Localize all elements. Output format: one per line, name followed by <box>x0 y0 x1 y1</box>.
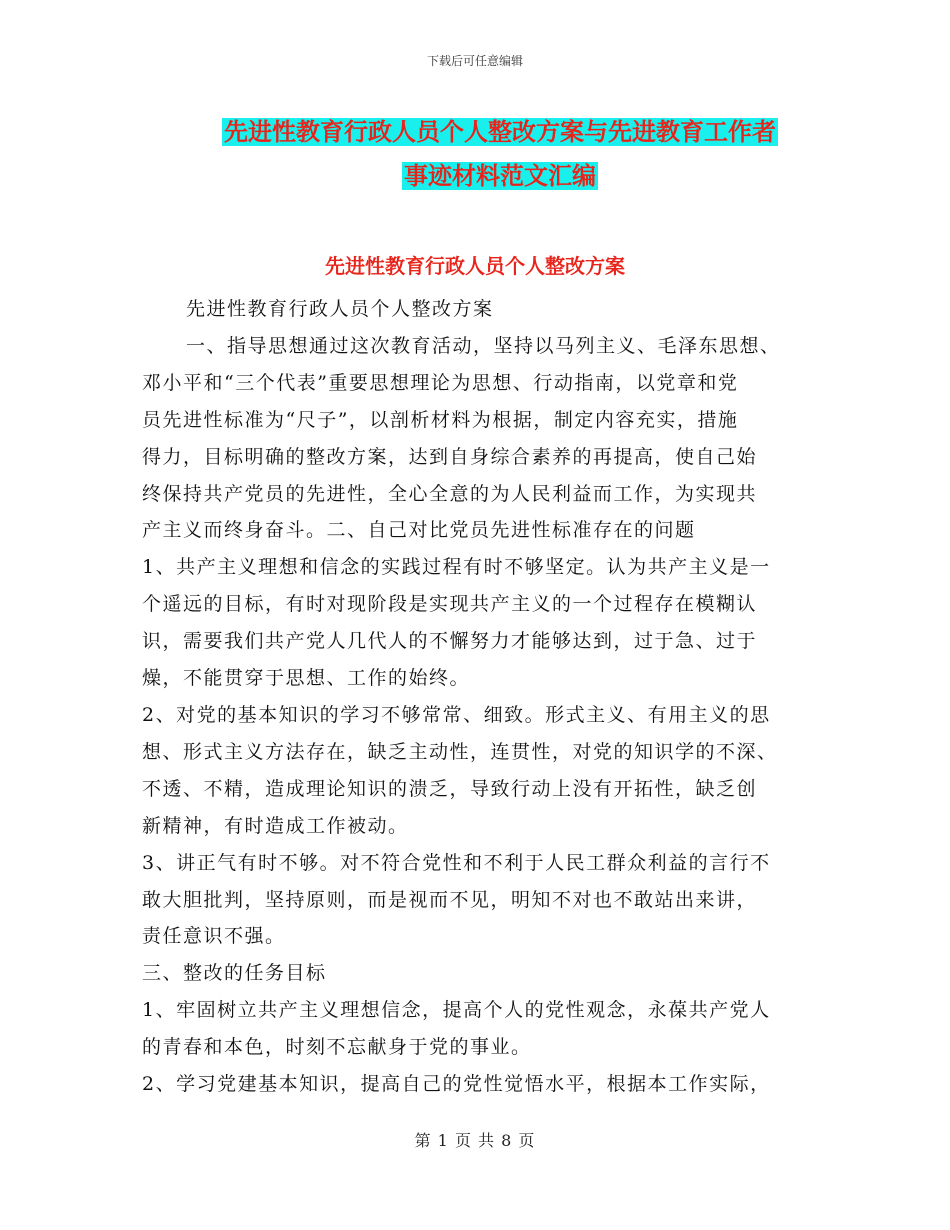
paragraph-line: 一、指导思想通过这次教育活动，坚持以马列主义、毛泽东思想、 <box>186 334 781 357</box>
paragraph-line: 识，需要我们共产党人几代人的不懈努力才能够达到，过于急、过于 <box>142 630 758 653</box>
paragraph-line: 邓小平和“三个代表”重要思想理论为思想、行动指南，以党章和党 <box>142 371 739 394</box>
paragraph-line: 产主义而终身奋斗。二、自己对比党员先进性标准存在的问题 <box>142 519 696 542</box>
paragraph-line: 个遥远的目标，有时对现阶段是实现共产主义的一个过程存在模糊认 <box>142 593 758 616</box>
paragraph-line: 员先进性标准为“尺子”，以剖析材料为根据，制定内容充实，措施 <box>142 408 739 431</box>
paragraph-line: 三、整改的任务目标 <box>142 962 327 985</box>
paragraph-line: 2、对党的基本知识的学习不够常常、细致。形式主义、有用主义的思 <box>142 703 771 726</box>
title-highlight-1: 先进性教育行政人员个人整改方案与先进教育工作者 <box>224 118 776 146</box>
paragraph-line: 的青春和本色，时刻不忘献身于党的事业。 <box>142 1036 532 1059</box>
paragraph-line: 3、讲正气有时不够。对不符合党性和不利于人民工群众利益的言行不 <box>142 851 771 874</box>
body-text <box>142 291 812 1103</box>
paragraph-line: 终保持共产党员的先进性，全心全意的为人民利益而工作，为实现共 <box>142 482 758 505</box>
title-highlight-2: 事迹材料范文汇编 <box>404 162 596 190</box>
paragraph-line: 先进性教育行政人员个人整改方案 <box>186 298 494 320</box>
paragraph-line: 责任意识不强。 <box>142 925 286 948</box>
paragraph-line: 得力，目标明确的整改方案，达到自身综合素养的再提高，使自己始 <box>142 445 758 468</box>
paragraph-line: 1、牢固树立共产主义理想信念，提高个人的党性观念，永葆共产党人 <box>142 999 771 1022</box>
document-title-line-1 <box>140 112 860 147</box>
paragraph-line: 燥，不能贯穿于思想、工作的始终。 <box>142 667 471 690</box>
header-note: 下载后可任意编辑 <box>426 54 523 68</box>
paragraph-line: 1、共产主义理想和信念的实践过程有时不够坚定。认为共产主义是一 <box>142 556 771 579</box>
paragraph-line: 不透、不精，造成理论知识的溃乏，导致行动上没有开拓性，缺乏创 <box>142 777 758 800</box>
paragraph-line: 敢大胆批判，坚持原则，而是视而不见，明知不对也不敢站出来讲， <box>142 888 758 911</box>
paragraph-line: 新精神，有时造成工作被动。 <box>142 814 409 837</box>
paragraph-line: 想、形式主义方法存在，缺乏主动性，连贯性，对党的知识学的不深、 <box>142 740 778 763</box>
paragraph-line: 2、学习党建基本知识，提高自己的党性觉悟水平，根据本工作实际， <box>142 1073 771 1096</box>
section-title: 先进性教育行政人员个人整改方案 <box>325 254 625 278</box>
page-footer: 第 1 页 共 8 页 <box>414 1131 536 1150</box>
document-title-line-2 <box>140 156 860 191</box>
